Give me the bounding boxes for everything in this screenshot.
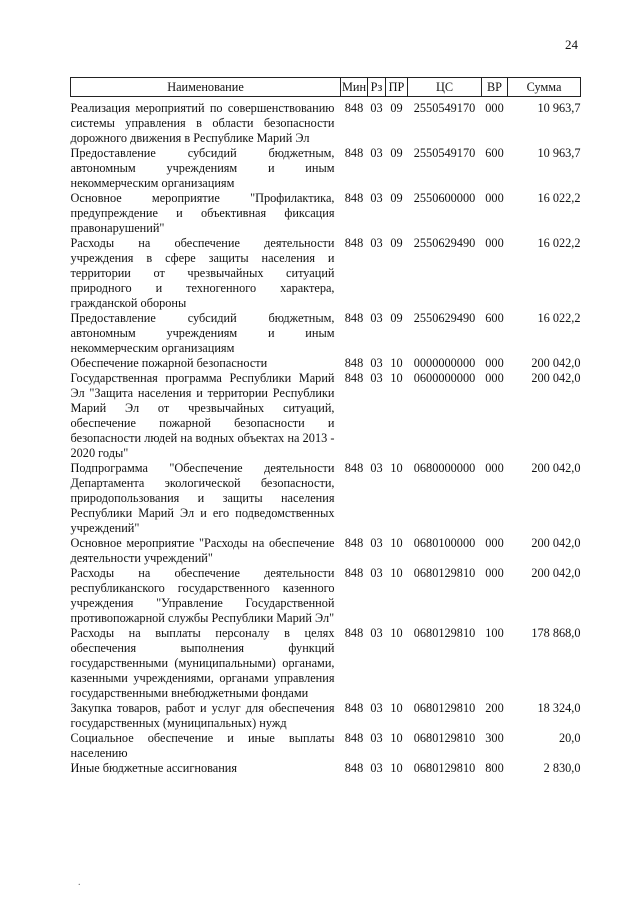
row-sum: 10 963,7 [537,146,581,160]
budget-table [70,77,581,776]
row-min: 848 [344,101,364,115]
row-rz: 03 [370,626,383,640]
row-sum: 16 022,2 [537,191,581,205]
row-vr: 000 [485,101,504,115]
row-pr: 10 [390,356,403,370]
row-vr: 300 [485,731,504,745]
table-row [71,536,581,566]
header-cs: ЦС [408,78,482,97]
row-name: Государственная программа Республики Марий Эл "Защита населения и территории Республики Марий Эл от чрезвычайных ситуаций, обеспечение пожарной безопасности и безопасности людей на водных объектах на 2013 - 2020 годы" [70,371,335,460]
row-rz: 03 [370,101,383,115]
row-sum: 16 022,2 [537,311,581,325]
row-pr: 10 [390,626,403,640]
row-cs: 2550629490 [413,236,476,250]
table-row [71,236,581,311]
row-min: 848 [344,626,364,640]
header-vr: ВР [482,78,508,97]
row-sum: 200 042,0 [531,536,581,550]
row-cs: 0000000000 [413,356,476,370]
row-vr: 600 [485,311,504,325]
row-min: 848 [344,701,364,715]
table-row [71,146,581,191]
table-row [71,461,581,536]
row-pr: 10 [390,761,403,775]
header-name: Наименование [71,78,341,97]
row-sum: 178 868,0 [531,626,581,640]
header-rz: Рз [368,78,386,97]
row-cs: 2550549170 [413,101,476,115]
row-sum: 200 042,0 [531,371,581,385]
row-name: Обеспечение пожарной безопасности [70,356,268,370]
row-cs: 0680100000 [413,536,476,550]
table-row [71,371,581,461]
row-name: Закупка товаров, работ и услуг для обеспечения государственных (муниципальных) нужд [70,701,335,730]
table-row [71,566,581,626]
row-name: Расходы на обеспечение деятельности учреждения в сфере защиты населения и территории от чрезвычайных ситуаций природного и техногенного характера, гражданской обороны [70,236,335,310]
row-cs: 2550600000 [413,191,476,205]
row-name: Реализация мероприятий по совершенствованию системы управления в области безопасности дорожного движения в Республике Марий Эл [70,101,335,145]
row-rz: 03 [370,701,383,715]
header-sum: Сумма [508,78,581,97]
row-pr: 09 [390,146,403,160]
row-sum: 10 963,7 [537,101,581,115]
row-rz: 03 [370,371,383,385]
table-header [71,78,581,97]
row-name: Подпрограмма "Обеспечение деятельности Департамента экологической безопасности, природопользования и защиты населения Республики Марий Эл и его подведомственных учреждений" [70,461,335,535]
row-rz: 03 [370,761,383,775]
row-min: 848 [344,731,364,745]
row-rz: 03 [370,146,383,160]
table-row [71,761,581,776]
row-name: Иные бюджетные ассигнования [70,761,238,775]
table-row [71,356,581,371]
row-cs: 0680129810 [413,761,476,775]
row-min: 848 [344,146,364,160]
row-min: 848 [344,371,364,385]
row-min: 848 [344,761,364,775]
row-sum: 20,0 [558,731,581,745]
row-rz: 03 [370,566,383,580]
row-vr: 000 [485,371,504,385]
row-cs: 0680129810 [413,626,476,640]
row-vr: 100 [485,626,504,640]
table-row [71,311,581,356]
row-rz: 03 [370,461,383,475]
table-body [71,97,581,777]
table-row [71,97,581,147]
row-pr: 09 [390,311,403,325]
row-name: Расходы на обеспечение деятельности республиканского государственного казенного учреждения "Управление Государственной противопожарной службы Республики Марий Эл" [70,566,335,625]
row-vr: 000 [485,236,504,250]
row-vr: 600 [485,146,504,160]
table-row [71,626,581,701]
row-min: 848 [344,566,364,580]
row-rz: 03 [370,311,383,325]
row-sum: 16 022,2 [537,236,581,250]
page-number: 24 [565,37,578,52]
row-rz: 03 [370,731,383,745]
row-rz: 03 [370,536,383,550]
header-pr: ПР [386,78,408,97]
row-vr: 000 [485,566,504,580]
row-vr: 000 [485,461,504,475]
table-row [71,701,581,731]
row-pr: 10 [390,461,403,475]
row-name: Расходы на выплаты персоналу в целях обеспечения выполнения функций государственными (муниципальными) органами, казенными учреждениями, органами управления государственными внебюджетными фондами [70,626,335,700]
row-pr: 09 [390,191,403,205]
row-pr: 10 [390,536,403,550]
row-pr: 10 [390,566,403,580]
row-pr: 10 [390,701,403,715]
row-cs: 2550629490 [413,311,476,325]
row-min: 848 [344,236,364,250]
row-cs: 0600000000 [413,371,476,385]
row-vr: 000 [485,356,504,370]
row-min: 848 [344,356,364,370]
row-sum: 18 324,0 [537,701,581,715]
row-name: Предоставление субсидий бюджетным, автономным учреждениям и иным некоммерческим организациям [70,146,335,190]
row-pr: 09 [390,101,403,115]
row-rz: 03 [370,191,383,205]
table-row [71,191,581,236]
row-cs: 0680129810 [413,566,476,580]
row-vr: 200 [485,701,504,715]
row-cs: 0680129810 [413,731,476,745]
row-vr: 000 [485,536,504,550]
row-sum: 200 042,0 [531,356,581,370]
row-min: 848 [344,311,364,325]
row-cs: 0680129810 [413,701,476,715]
row-sum: 2 830,0 [543,761,581,775]
header-min: Мин [341,78,368,97]
row-vr: 800 [485,761,504,775]
footer-mark: . [78,877,81,888]
row-cs: 2550549170 [413,146,476,160]
row-name: Основное мероприятие "Расходы на обеспечение деятельности учреждений" [70,536,335,565]
row-name: Социальное обеспечение и иные выплаты населению [70,731,335,760]
table-row [71,731,581,761]
row-pr: 10 [390,371,403,385]
row-pr: 09 [390,236,403,250]
row-min: 848 [344,191,364,205]
row-name: Основное мероприятие "Профилактика, предупреждение и объективная фиксация правонарушений" [70,191,335,235]
row-name: Предоставление субсидий бюджетным, автономным учреждениям и иным некоммерческим организациям [70,311,335,355]
row-vr: 000 [485,191,504,205]
row-min: 848 [344,536,364,550]
row-sum: 200 042,0 [531,566,581,580]
row-pr: 10 [390,731,403,745]
row-rz: 03 [370,356,383,370]
row-cs: 0680000000 [413,461,476,475]
row-min: 848 [344,461,364,475]
row-sum: 200 042,0 [531,461,581,475]
row-rz: 03 [370,236,383,250]
